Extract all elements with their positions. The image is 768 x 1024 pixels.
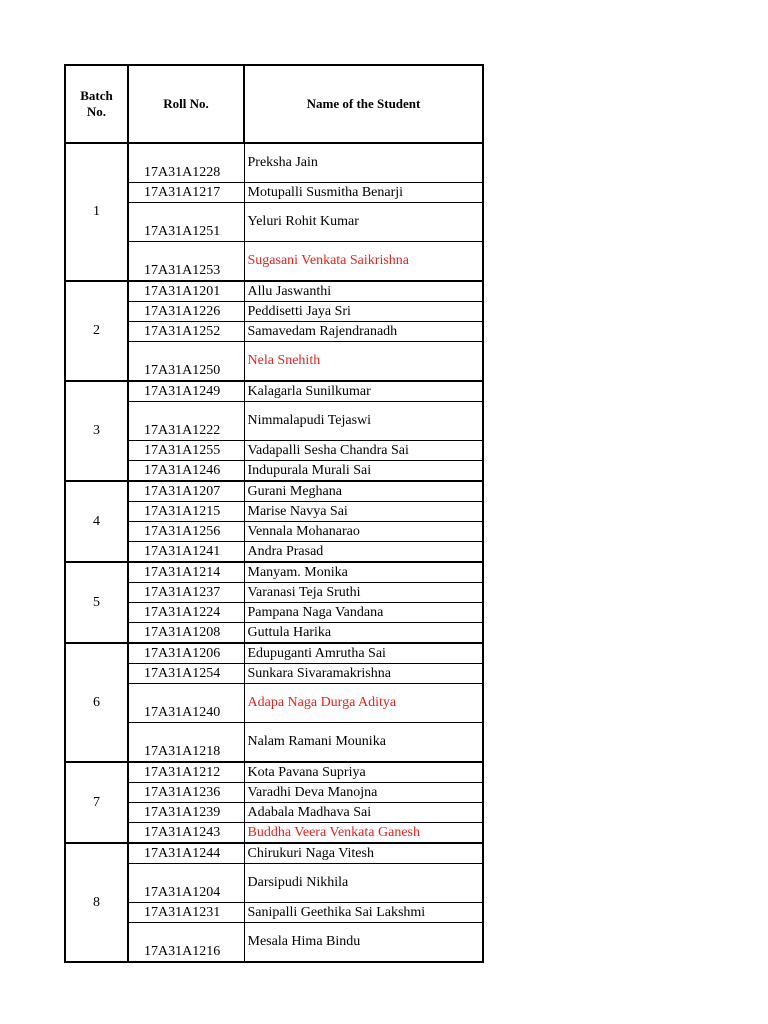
student-name-cell: Kalagarla Sunilkumar [244,381,483,402]
roll-number-cell: 17A31A1240 [128,684,244,723]
student-name-cell: Preksha Jain [244,143,483,183]
student-name-cell: Pampana Naga Vandana [244,603,483,623]
table-row [65,923,483,963]
student-name-cell: Sunkara Sivaramakrishna [244,664,483,684]
roll-number-cell: 17A31A1217 [128,183,244,203]
student-name-cell: Nimmalapudi Tejaswi [244,402,483,441]
student-name-cell: Motupalli Susmitha Benarji [244,183,483,203]
roll-number-cell: 17A31A1222 [128,402,244,441]
roll-number-cell: 17A31A1251 [128,203,244,242]
table-row [65,762,483,783]
batch-number-cell: 6 [65,643,128,762]
table-row [65,441,483,461]
table-body [65,143,483,962]
roll-number-cell: 17A31A1239 [128,803,244,823]
student-name-cell: Nalam Ramani Mounika [244,723,483,763]
table-row [65,803,483,823]
student-name-cell: Adapa Naga Durga Aditya [244,684,483,723]
table-row [65,723,483,763]
student-name-cell: Adabala Madhava Sai [244,803,483,823]
student-name-cell: Varanasi Teja Sruthi [244,583,483,603]
batch-number-cell: 7 [65,762,128,843]
batch-table [64,64,484,963]
student-name-cell: Darsipudi Nikhila [244,864,483,903]
student-name-cell: Kota Pavana Supriya [244,762,483,783]
table-header-row [65,65,483,143]
table-row [65,203,483,242]
student-name-cell: Vadapalli Sesha Chandra Sai [244,441,483,461]
roll-number-cell: 17A31A1208 [128,623,244,644]
roll-number-cell: 17A31A1244 [128,843,244,864]
roll-number-cell: 17A31A1253 [128,242,244,282]
roll-number-cell: 17A31A1249 [128,381,244,402]
student-name-cell: Nela Snehith [244,342,483,382]
batch-number-cell: 1 [65,143,128,281]
roll-number-cell: 17A31A1231 [128,903,244,923]
table-row [65,562,483,583]
table-row [65,583,483,603]
roll-number-cell: 17A31A1215 [128,502,244,522]
roll-number-cell: 17A31A1237 [128,583,244,603]
roll-number-cell: 17A31A1207 [128,481,244,502]
roll-number-cell: 17A31A1226 [128,302,244,322]
table-row [65,322,483,342]
roll-number-cell: 17A31A1206 [128,643,244,664]
student-name-cell: Vennala Mohanarao [244,522,483,542]
roll-number-cell: 17A31A1255 [128,441,244,461]
header-batch-no: Batch No. [65,65,128,143]
table-row [65,522,483,542]
table-row [65,242,483,282]
student-name-cell: Samavedam Rajendranadh [244,322,483,342]
table-row [65,864,483,903]
student-name-cell: Peddisetti Jaya Sri [244,302,483,322]
table-row [65,903,483,923]
student-name-cell: Edupuganti Amrutha Sai [244,643,483,664]
batch-number-cell: 3 [65,381,128,481]
roll-number-cell: 17A31A1246 [128,461,244,482]
table-row [65,664,483,684]
roll-number-cell: 17A31A1241 [128,542,244,563]
table-row [65,461,483,482]
table-row [65,302,483,322]
roll-number-cell: 17A31A1250 [128,342,244,382]
batch-number-cell: 8 [65,843,128,962]
roll-number-cell: 17A31A1224 [128,603,244,623]
roll-number-cell: 17A31A1214 [128,562,244,583]
table-row [65,623,483,644]
roll-number-cell: 17A31A1236 [128,783,244,803]
roll-number-cell: 17A31A1212 [128,762,244,783]
table-row [65,823,483,844]
roll-number-cell: 17A31A1243 [128,823,244,844]
table-row [65,603,483,623]
student-name-cell: Sanipalli Geethika Sai Lakshmi [244,903,483,923]
batch-number-cell: 2 [65,281,128,381]
roll-number-cell: 17A31A1252 [128,322,244,342]
student-name-cell: Allu Jaswanthi [244,281,483,302]
header-roll-no: Roll No. [128,65,244,143]
student-name-cell: Guttula Harika [244,623,483,644]
roll-number-cell: 17A31A1204 [128,864,244,903]
student-name-cell: Manyam. Monika [244,562,483,583]
roll-number-cell: 17A31A1201 [128,281,244,302]
student-name-cell: Chirukuri Naga Vitesh [244,843,483,864]
table-row [65,502,483,522]
table-row [65,783,483,803]
table-row [65,542,483,563]
student-name-cell: Varadhi Deva Manojna [244,783,483,803]
batch-number-cell: 5 [65,562,128,643]
roll-number-cell: 17A31A1256 [128,522,244,542]
student-name-cell: Indupurala Murali Sai [244,461,483,482]
table-row [65,481,483,502]
table-row [65,402,483,441]
student-name-cell: Marise Navya Sai [244,502,483,522]
roll-number-cell: 17A31A1228 [128,143,244,183]
student-name-cell: Gurani Meghana [244,481,483,502]
student-name-cell: Mesala Hima Bindu [244,923,483,963]
table-row [65,342,483,382]
header-student-name: Name of the Student [244,65,483,143]
student-name-cell: Buddha Veera Venkata Ganesh [244,823,483,844]
batch-allocation-sheet [64,64,482,963]
table-row [65,143,483,183]
student-name-cell: Sugasani Venkata Saikrishna [244,242,483,282]
table-row [65,843,483,864]
table-row [65,643,483,664]
roll-number-cell: 17A31A1218 [128,723,244,763]
table-row [65,183,483,203]
roll-number-cell: 17A31A1216 [128,923,244,963]
table-row [65,281,483,302]
batch-number-cell: 4 [65,481,128,562]
student-name-cell: Andra Prasad [244,542,483,563]
table-row [65,381,483,402]
table-row [65,684,483,723]
student-name-cell: Yeluri Rohit Kumar [244,203,483,242]
roll-number-cell: 17A31A1254 [128,664,244,684]
